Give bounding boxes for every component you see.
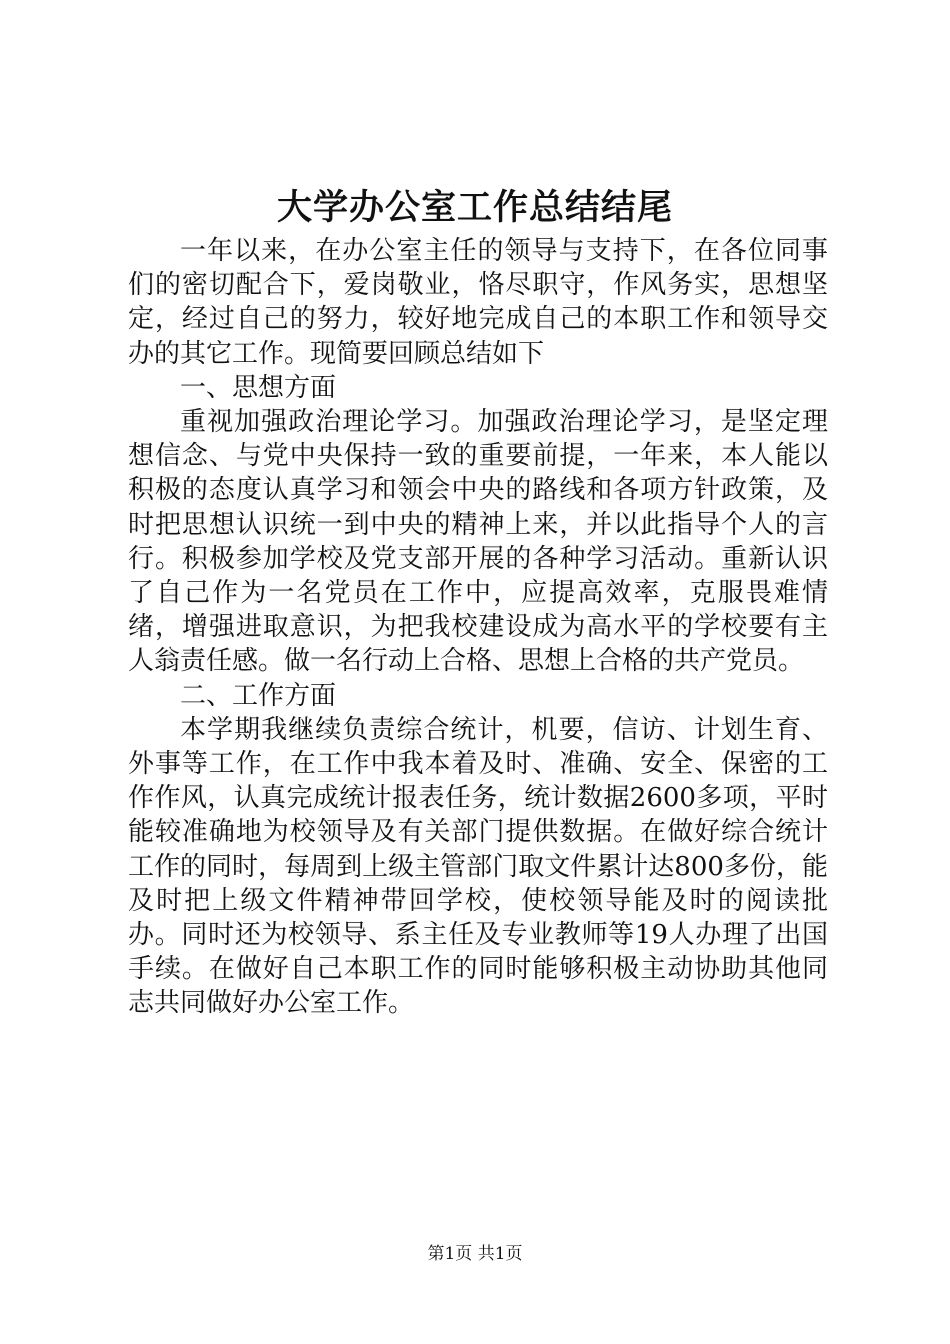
section-heading-work: 二、工作方面	[180, 680, 337, 711]
section-body-work: 本学期我继续负责综合统计，机要，信访、计划生育、外事等工作，在工作中我本着及时、准确、安全、保密的工作作风，认真完成统计报表任务，统计数据2600多项，平时能较准确地为校领导及有关部门提供数据。在做好综合统计工作的同时，每周到上级主管部门取文件累计达800多份，能及时把上级文件精神带回学校，使校领导能及时的阅读批办。同时还为校领导、系主任及专业教师等19人办理了出国手续。在做好自己本职工作的同时能够积极主动协助其他同志共同做好办公室工作。	[128, 714, 828, 1019]
document-title: 大学办公室工作总结结尾	[276, 187, 673, 228]
section-body-thought: 重视加强政治理论学习。加强政治理论学习，是坚定理想信念、与党中央保持一致的重要前提，一年来，本人能以积极的态度认真学习和领会中央的路线和各项方针政策，及时把思想认识统一到中央的精神上来，并以此指导个人的言行。积极参加学校及党支部开展的各种学习活动。重新认识了自己作为一名党员在工作中，应提高效率，克服畏难情绪，增强进取意识，为把我校建设成为高水平的学校要有主人翁责任感。做一名行动上合格、思想上合格的共产党员。	[128, 407, 828, 677]
section-heading-thought: 一、思想方面	[180, 372, 337, 403]
document-body	[128, 234, 828, 1021]
intro-paragraph: 一年以来，在办公室主任的领导与支持下，在各位同事们的密切配合下，爱岗敬业，恪尽职守，作风务实，思想坚定，经过自己的努力，较好地完成自己的本职工作和领导交办的其它工作。现简要回顾总结如下	[128, 236, 828, 369]
page-footer: 第1页 共1页	[427, 1244, 523, 1264]
